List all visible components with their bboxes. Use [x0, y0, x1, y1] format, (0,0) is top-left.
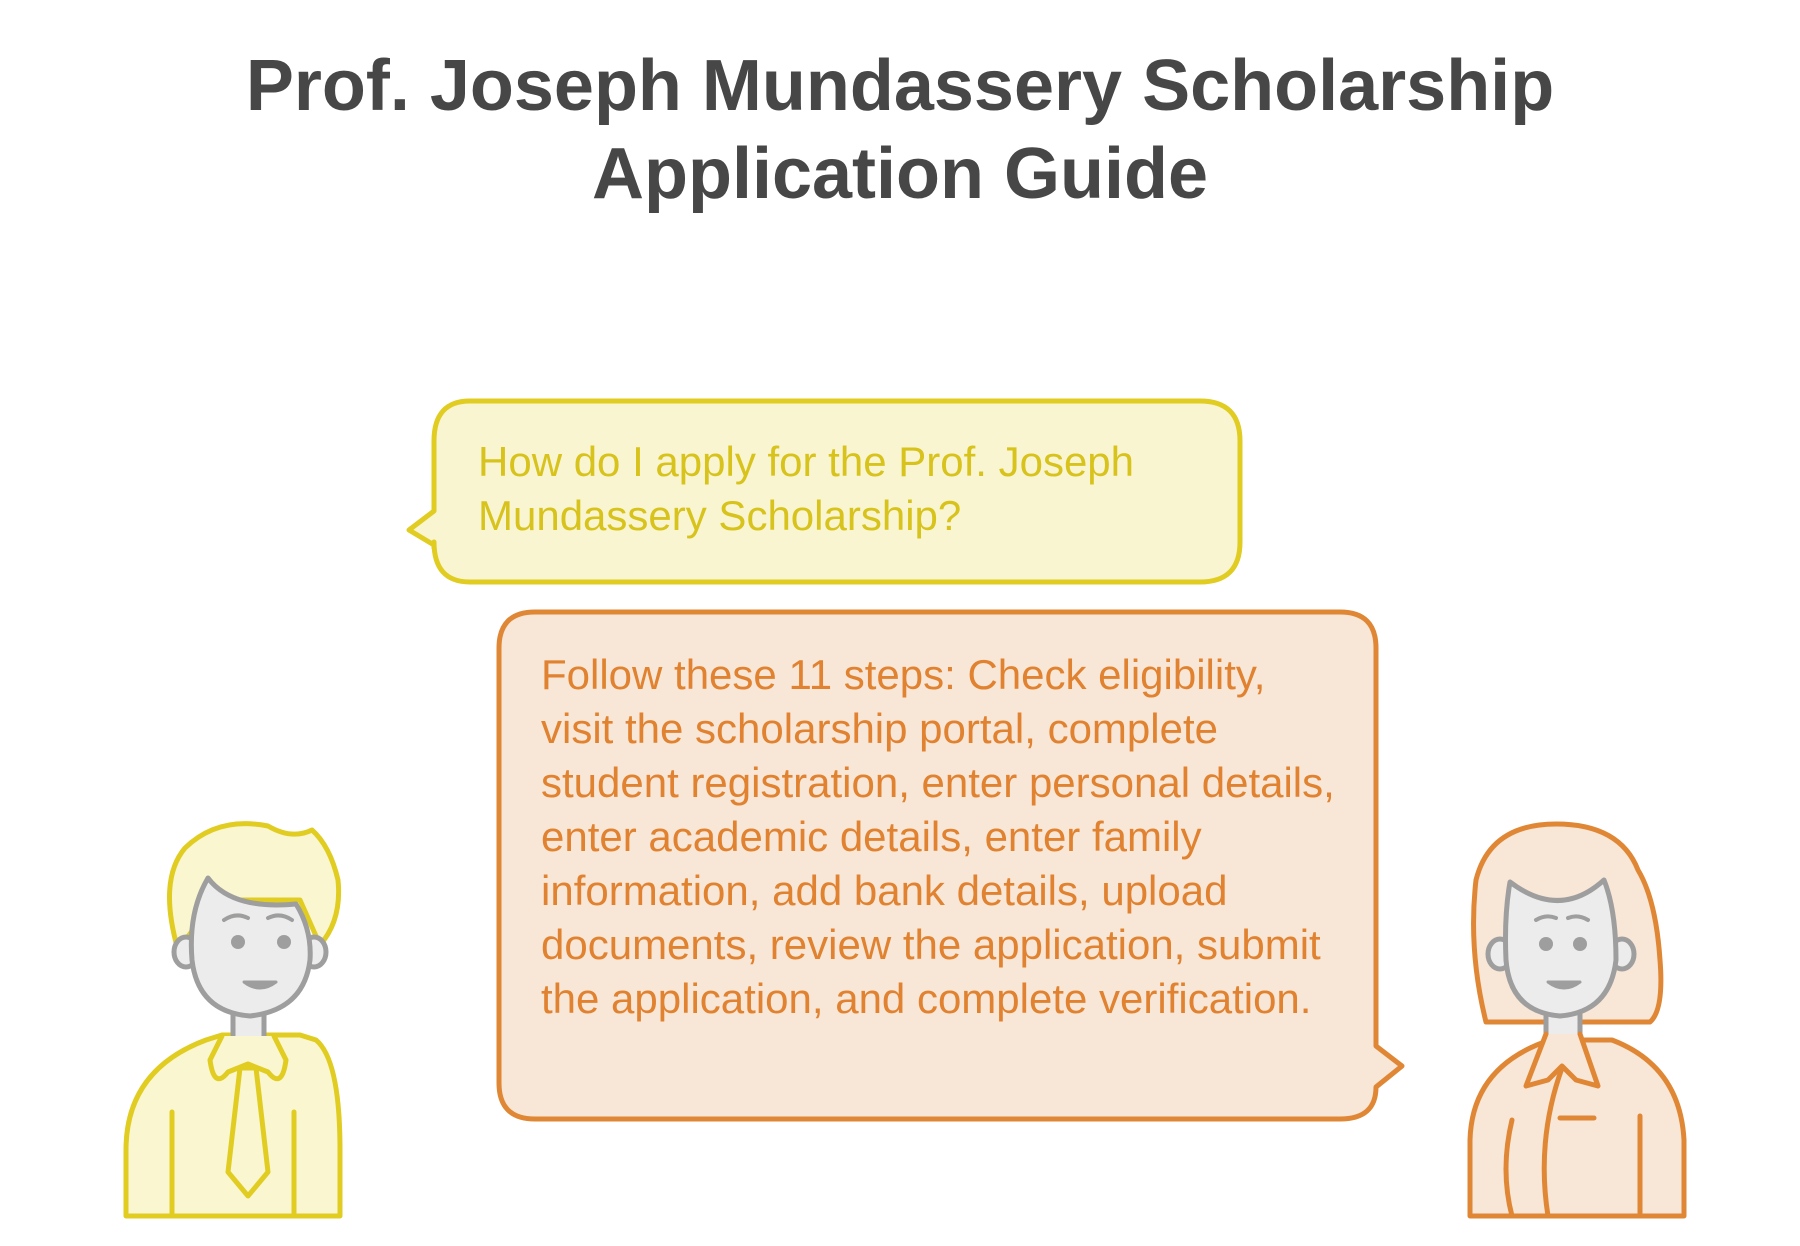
title-line-2: Application Guide: [591, 134, 1208, 214]
male-student-icon: [126, 824, 340, 1216]
title-line-1: Prof. Joseph Mundassery Scholarship: [245, 46, 1555, 126]
answer-text: Follow these 11 steps: Check eligibility, visit the scholarship portal, complete student registration, enter personal details, enter academic details, enter family information, add bank details, upload documents, review the application, submit the application, and complete verification.: [541, 651, 1335, 1022]
female-advisor-icon: [1470, 824, 1684, 1216]
question-text: How do I apply for the Prof. Joseph Mundassery Scholarship?: [478, 438, 1135, 539]
